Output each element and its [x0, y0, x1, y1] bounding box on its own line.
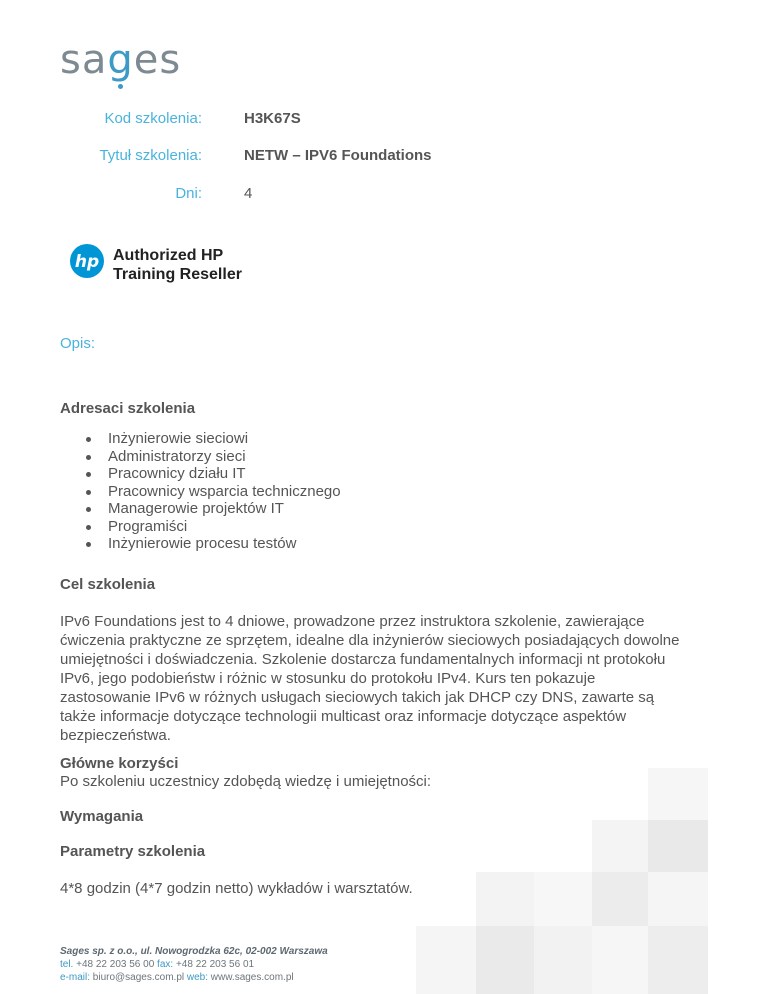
sages-logo: sag es: [60, 36, 181, 84]
benefits-text: Po szkoleniu uczestnicy zdobędą wiedzę i umiejętności:: [60, 773, 432, 790]
web-label: web:: [186, 972, 209, 983]
tel-label: tel.: [60, 959, 74, 970]
goal-line: także informacje dotyczące technologii multicast oraz informacje dotyczące aspektów: [60, 708, 627, 725]
list-item: Inżynierowie sieciowi: [60, 430, 341, 448]
parameters-heading: Parametry szkolenia: [60, 843, 206, 860]
decor-square: [416, 926, 476, 994]
hp-logo-icon: [70, 244, 104, 278]
list-item: Inżynierowie procesu testów: [60, 535, 341, 553]
benefits-heading: Główne korzyści: [60, 755, 179, 772]
decor-square: [534, 926, 592, 994]
list-item: Pracownicy działu IT: [60, 465, 341, 483]
email-link[interactable]: biuro@sages.com.pl: [92, 972, 185, 983]
course-title-row: [0, 147, 768, 167]
goal-line: ćwiczenia praktyczne ze sprzętem, idealne dla inżynierów sieciowych posiadających dowolne: [60, 632, 680, 649]
requirements-heading: Wymagania: [60, 808, 144, 825]
parameters-text: 4*8 godzin (4*7 godzin netto) wykładów i warsztatów.: [60, 880, 413, 897]
goal-line: umiejętności i doświadczenia. Szkolenie dostarcza fundamentalnych informacji nt protokołu: [60, 651, 666, 668]
list-item: Pracownicy wsparcia technicznego: [60, 483, 341, 501]
course-title-value: NETW – IPV6 Foundations: [244, 147, 432, 164]
web-link[interactable]: www.sages.com.pl: [210, 972, 294, 983]
goal-line: IPv6 Foundations jest to 4 dniowe, prowadzone przez instruktora szkolenie, zawierające: [60, 613, 645, 630]
goal-line: IPv6, jego podobieństw i różnic w stosunku do protokołu IPv4. Kurs ten pokazuje: [60, 670, 596, 687]
course-code-label: Kod szkolenia:: [104, 110, 202, 127]
list-item: Managerowie projektów IT: [60, 500, 341, 518]
goal-heading: Cel szkolenia: [60, 576, 156, 593]
course-days-row: [0, 185, 768, 205]
footer-company: Sages sp. z o.o., ul. Nowogrodzka 62c, 02-002 Warszawa: [60, 946, 328, 957]
hp-badge-line2: Training Reseller: [113, 266, 242, 283]
course-days-label: Dni:: [175, 185, 202, 202]
course-code-value: H3K67S: [244, 110, 301, 127]
list-item: Programiści: [60, 518, 341, 536]
footer-phone-line: [60, 958, 328, 971]
fax-value: +48 22 203 56 01: [175, 959, 255, 970]
email-label: e-mail:: [60, 972, 91, 983]
hp-badge-line1: Authorized HP: [113, 247, 224, 264]
decor-square: [648, 926, 708, 994]
tel-value: +48 22 203 56 00: [76, 959, 155, 970]
audience-list: [60, 430, 341, 553]
description-label: Opis:: [60, 335, 96, 352]
goal-line: bezpieczeństwa.: [60, 727, 171, 744]
decor-square: [476, 926, 534, 994]
decor-square: [592, 926, 648, 994]
course-title-label: Tytuł szkolenia:: [99, 147, 202, 164]
course-code-row: [0, 110, 768, 130]
footer-contact-line: [60, 971, 328, 984]
svg-text:hp: hp: [74, 252, 100, 272]
course-days-value: 4: [244, 185, 253, 202]
footer: [60, 945, 328, 984]
list-item: Administratorzy sieci: [60, 448, 341, 466]
goal-paragraph: [60, 612, 720, 745]
audience-heading: Adresaci szkolenia: [60, 400, 196, 417]
fax-label: fax:: [157, 959, 174, 970]
goal-line: zastosowanie IPv6 w różnych usługach sieciowych takich jak DHCP czy DNS, zawarte są: [60, 689, 655, 706]
